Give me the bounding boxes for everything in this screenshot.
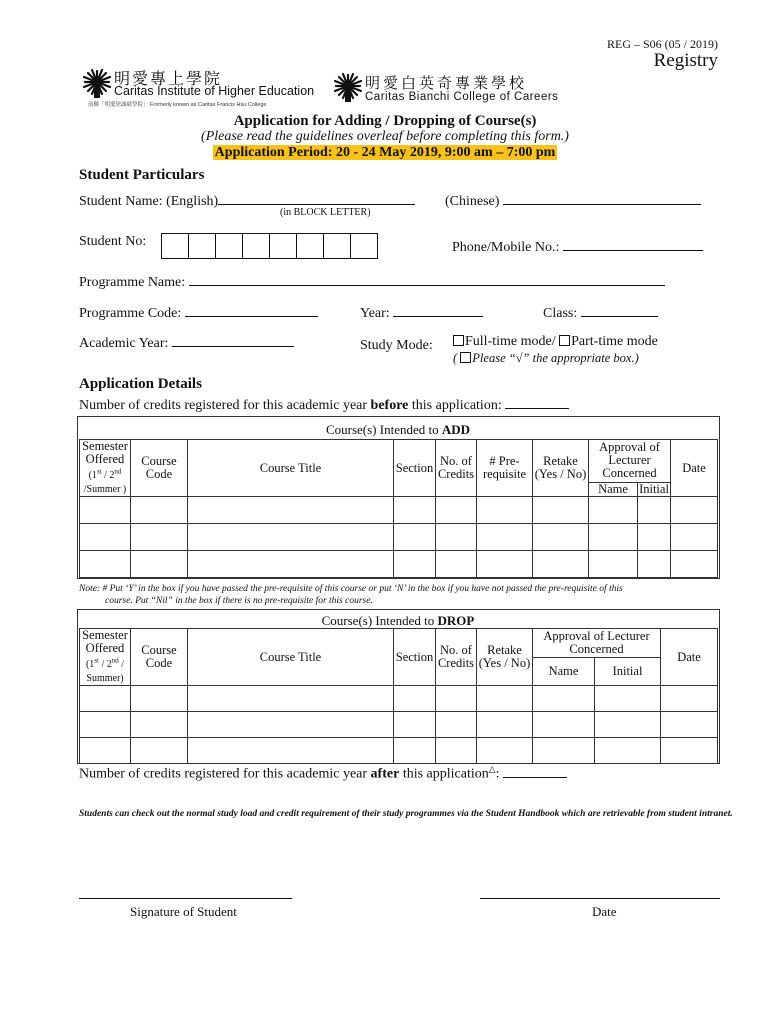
add-cell[interactable]: [638, 524, 671, 551]
add-header-course-title: Course Title: [188, 440, 394, 497]
drop-cell[interactable]: [533, 712, 595, 738]
credits-after-text-c: this application: [399, 766, 489, 782]
add-approval-line3: Concerned: [602, 466, 657, 481]
add-retake-line2: (Yes / No): [534, 467, 587, 482]
caritas-cross-icon: [333, 72, 363, 104]
student-name-en-label: Student Name: (English): [79, 194, 219, 209]
note-line2: course. Put “Nil” in the box if there is no pre-requisite for this course.: [105, 596, 373, 606]
year-label: Year:: [360, 306, 390, 321]
student-name-zh-field[interactable]: [503, 192, 701, 205]
student-no-digit[interactable]: [269, 233, 297, 259]
credits-before-text-c: this application:: [408, 398, 506, 413]
add-table-row: [80, 497, 718, 524]
class-field[interactable]: [581, 304, 658, 317]
drop-sem-line4: Summer): [86, 673, 124, 685]
signature-label: Signature of Student: [130, 904, 237, 919]
drop-cell[interactable]: [477, 738, 533, 764]
logo1-chinese-name: 明愛專上學院: [114, 69, 223, 88]
class-label: Class:: [543, 306, 578, 321]
add-cell[interactable]: [477, 524, 533, 551]
add-cell[interactable]: [638, 497, 671, 524]
add-cell[interactable]: [80, 497, 131, 524]
drop-cell[interactable]: [533, 738, 595, 764]
add-cell[interactable]: [477, 551, 533, 578]
caritas-cross-icon: [82, 68, 112, 100]
credits-before-field[interactable]: [505, 396, 569, 409]
add-title-keyword: ADD: [441, 422, 471, 437]
block-letter-hint: (in BLOCK LETTER): [280, 207, 371, 218]
add-cell[interactable]: [533, 551, 589, 578]
add-cell[interactable]: [188, 497, 394, 524]
date-line[interactable]: [480, 898, 720, 899]
drop-header-course-title: Course Title: [188, 629, 394, 686]
add-cell[interactable]: [671, 551, 718, 578]
drop-retake-line1: Retake: [487, 643, 522, 658]
add-header-prerequisite: [477, 440, 533, 497]
credits-before-text-a: Number of credits registered for this academic year: [79, 398, 371, 413]
add-sem-line3b: st: [96, 468, 102, 476]
add-cell[interactable]: [589, 551, 638, 578]
add-cell[interactable]: [131, 551, 188, 578]
drop-header-section: Section: [394, 629, 436, 686]
drop-code-line2: Code: [145, 656, 173, 671]
credits-after-text-d: :: [495, 766, 504, 782]
student-no-digit[interactable]: [323, 233, 351, 259]
add-cell[interactable]: [436, 497, 477, 524]
drop-cell[interactable]: [131, 712, 188, 738]
logo1-former-name: 前稱「明愛徐誠斌學院」 Formerly known as Caritas Francis Hsu College: [88, 102, 267, 108]
add-prereq-line2: requisite: [482, 467, 527, 482]
drop-cell[interactable]: [131, 738, 188, 764]
drop-cell[interactable]: [533, 686, 595, 712]
add-courses-table: [79, 439, 718, 578]
full-time-checkbox[interactable]: [453, 335, 464, 346]
drop-cell[interactable]: [436, 738, 477, 764]
drop-header-credits: [436, 629, 477, 686]
programme-code-field[interactable]: [185, 304, 318, 317]
add-cell[interactable]: [477, 497, 533, 524]
add-approval-line2: Lecturer: [608, 453, 651, 468]
add-credits-line1: No. of: [440, 454, 472, 469]
triangle-icon: △: [488, 764, 496, 774]
department-name: Registry: [653, 50, 718, 71]
ccc-logo: [333, 72, 573, 108]
drop-cell[interactable]: [661, 686, 718, 712]
drop-retake-line2: (Yes / No): [478, 656, 531, 671]
mode-hint: Please “√” the appropriate box.): [472, 351, 639, 365]
drop-cell[interactable]: [80, 712, 131, 738]
drop-sem-line3c: / 2: [98, 659, 112, 671]
add-cell[interactable]: [671, 524, 718, 551]
drop-title-keyword: DROP: [437, 613, 475, 628]
add-sem-line3c: / 2: [101, 470, 115, 482]
add-header-retake: [533, 440, 589, 497]
drop-title-text: Course(s) Intended to: [321, 613, 438, 628]
drop-credits-line1: No. of: [440, 643, 472, 658]
drop-header-name: Name: [533, 658, 595, 686]
add-header-course-code: [131, 440, 188, 497]
drop-header-semester: [80, 629, 131, 686]
add-cell[interactable]: [533, 524, 589, 551]
student-no-digit[interactable]: [296, 233, 324, 259]
part-time-label: Part-time mode: [571, 334, 658, 349]
add-header-semester: [80, 440, 131, 497]
drop-cell[interactable]: [595, 686, 661, 712]
drop-cell[interactable]: [188, 686, 394, 712]
drop-cell[interactable]: [188, 712, 394, 738]
add-cell[interactable]: [436, 551, 477, 578]
academic-year-label: Academic Year:: [79, 336, 169, 351]
drop-cell[interactable]: [595, 738, 661, 764]
programme-name-field[interactable]: [189, 273, 665, 286]
add-table-row: [80, 524, 718, 551]
add-cell[interactable]: [533, 497, 589, 524]
drop-cell[interactable]: [394, 712, 436, 738]
drop-sem-line3d: nd: [111, 657, 119, 665]
signature-line[interactable]: [79, 898, 292, 899]
note-line1: Note: # Put ‘Y’ in the box if you have passed the pre-requisite of this course or put ‘N’ in the box if you have not passed the pre-requisite of this: [79, 584, 623, 594]
logo2-chinese-name: 明愛白英奇專業學校: [365, 74, 528, 92]
add-cell[interactable]: [394, 551, 436, 578]
add-header-date: Date: [671, 440, 718, 497]
add-cell[interactable]: [638, 551, 671, 578]
drop-header-date: Date: [661, 629, 718, 686]
add-prereq-line1: # Pre-: [489, 454, 520, 469]
add-cell[interactable]: [131, 524, 188, 551]
student-no-digit[interactable]: [188, 233, 216, 259]
add-header-name: Name: [589, 482, 638, 497]
drop-header-initial: Initial: [595, 658, 661, 686]
add-header-credits: [436, 440, 477, 497]
drop-header-retake: [477, 629, 533, 686]
full-time-label: Full-time mode/: [465, 334, 556, 349]
student-no-digit[interactable]: [350, 233, 378, 259]
drop-table-row: [80, 738, 718, 764]
add-retake-line1: Retake: [543, 454, 578, 469]
hint-box-icon: [460, 352, 471, 363]
date-label: Date: [592, 904, 617, 919]
add-cell[interactable]: [188, 524, 394, 551]
add-credits-line2: Credits: [437, 467, 475, 482]
cihe-logo: [82, 68, 315, 108]
add-cell[interactable]: [80, 551, 131, 578]
add-header-approval: [589, 440, 671, 483]
form-reference-code: REG – S06 (05 / 2019): [607, 37, 718, 51]
drop-cell[interactable]: [436, 712, 477, 738]
part-time-checkbox[interactable]: [559, 335, 570, 346]
add-sem-line1: Semester: [82, 439, 128, 453]
student-name-en-field[interactable]: [218, 192, 415, 205]
phone-label: Phone/Mobile No.:: [452, 240, 560, 255]
application-details-heading: Application Details: [79, 376, 202, 392]
student-name-zh-label: (Chinese): [445, 194, 500, 209]
add-header-section: Section: [394, 440, 436, 497]
programme-name-label: Programme Name:: [79, 275, 186, 290]
drop-table-row: [80, 686, 718, 712]
form-title: Application for Adding / Dropping of Course(s): [233, 113, 537, 129]
drop-cell[interactable]: [436, 686, 477, 712]
drop-header-approval: [533, 629, 661, 658]
credits-after-text-a: Number of credits registered for this academic year: [79, 766, 371, 782]
prerequisite-note: [79, 583, 719, 607]
logo2-english-name: Caritas Bianchi College of Careers: [365, 91, 559, 103]
student-no-digit[interactable]: [215, 233, 243, 259]
drop-credits-line2: Credits: [437, 656, 475, 671]
add-sem-line3a: (1: [88, 470, 97, 482]
drop-cell[interactable]: [661, 712, 718, 738]
drop-cell[interactable]: [477, 686, 533, 712]
drop-cell[interactable]: [394, 686, 436, 712]
drop-code-line1: Course: [141, 643, 177, 658]
add-sem-line4: /Summer ): [83, 484, 127, 496]
add-cell[interactable]: [671, 497, 718, 524]
add-title-text: Course(s) Intended to: [325, 422, 442, 437]
add-cell[interactable]: [589, 524, 638, 551]
student-no-label: Student No:: [79, 234, 147, 249]
add-cell[interactable]: [188, 551, 394, 578]
student-particulars-heading: Student Particulars: [79, 167, 205, 183]
drop-courses-table: [79, 628, 718, 764]
add-table-row: [80, 551, 718, 578]
drop-cell[interactable]: [188, 738, 394, 764]
add-cell[interactable]: [131, 497, 188, 524]
logo1-english-name: Caritas Institute of Higher Education: [114, 84, 315, 98]
drop-sem-line3a: (1: [85, 659, 95, 671]
programme-code-label: Programme Code:: [79, 306, 182, 321]
study-load-guidance: Students can check out the normal study load and credit requirement of their study programmes via the Student Handbook which are retrievable from student intranet.: [79, 809, 733, 819]
drop-cell[interactable]: [80, 686, 131, 712]
drop-cell[interactable]: [394, 738, 436, 764]
drop-cell[interactable]: [131, 686, 188, 712]
add-approval-line1: Approval of: [599, 440, 660, 455]
year-field[interactable]: [393, 304, 483, 317]
phone-field[interactable]: [563, 238, 703, 251]
student-no-digit[interactable]: [242, 233, 270, 259]
application-period: Application Period: 20 - 24 May 2019, 9:00 am – 7:00 pm: [214, 145, 556, 160]
drop-sem-line1: Semester: [82, 628, 128, 642]
add-cell[interactable]: [436, 524, 477, 551]
credits-after-field[interactable]: [503, 765, 567, 778]
drop-approval-line1: Approval of Lecturer: [543, 629, 650, 644]
add-sem-line3d: nd: [114, 468, 122, 476]
drop-cell[interactable]: [595, 712, 661, 738]
add-cell[interactable]: [394, 524, 436, 551]
drop-sem-line3b: st: [94, 657, 99, 665]
credits-before-text-b: before: [370, 398, 409, 413]
add-cell[interactable]: [80, 524, 131, 551]
add-table-title: [78, 422, 718, 438]
mode-hint-open: (: [453, 351, 458, 365]
academic-year-field[interactable]: [172, 334, 294, 347]
drop-sem-line3e: /: [118, 659, 125, 671]
drop-table-title: [78, 613, 718, 629]
form-subtitle: (Please read the guidelines overleaf before completing this form.): [201, 129, 569, 144]
add-code-line2: Code: [145, 467, 173, 482]
add-header-initial: Initial: [639, 482, 669, 497]
drop-approval-line2: Concerned: [569, 642, 624, 657]
add-cell[interactable]: [589, 497, 638, 524]
drop-sem-line2: Offered: [85, 641, 125, 655]
drop-cell[interactable]: [477, 712, 533, 738]
student-no-digit[interactable]: [161, 233, 189, 259]
study-mode-label: Study Mode:: [360, 338, 433, 353]
add-cell[interactable]: [394, 497, 436, 524]
drop-cell[interactable]: [661, 738, 718, 764]
add-sem-line2: Offered: [85, 452, 125, 466]
add-code-line1: Course: [141, 454, 177, 469]
drop-header-course-code: [131, 629, 188, 686]
student-no-boxes[interactable]: [161, 233, 377, 259]
drop-table-row: [80, 712, 718, 738]
drop-cell[interactable]: [80, 738, 131, 764]
credits-after-text-b: after: [370, 766, 400, 782]
